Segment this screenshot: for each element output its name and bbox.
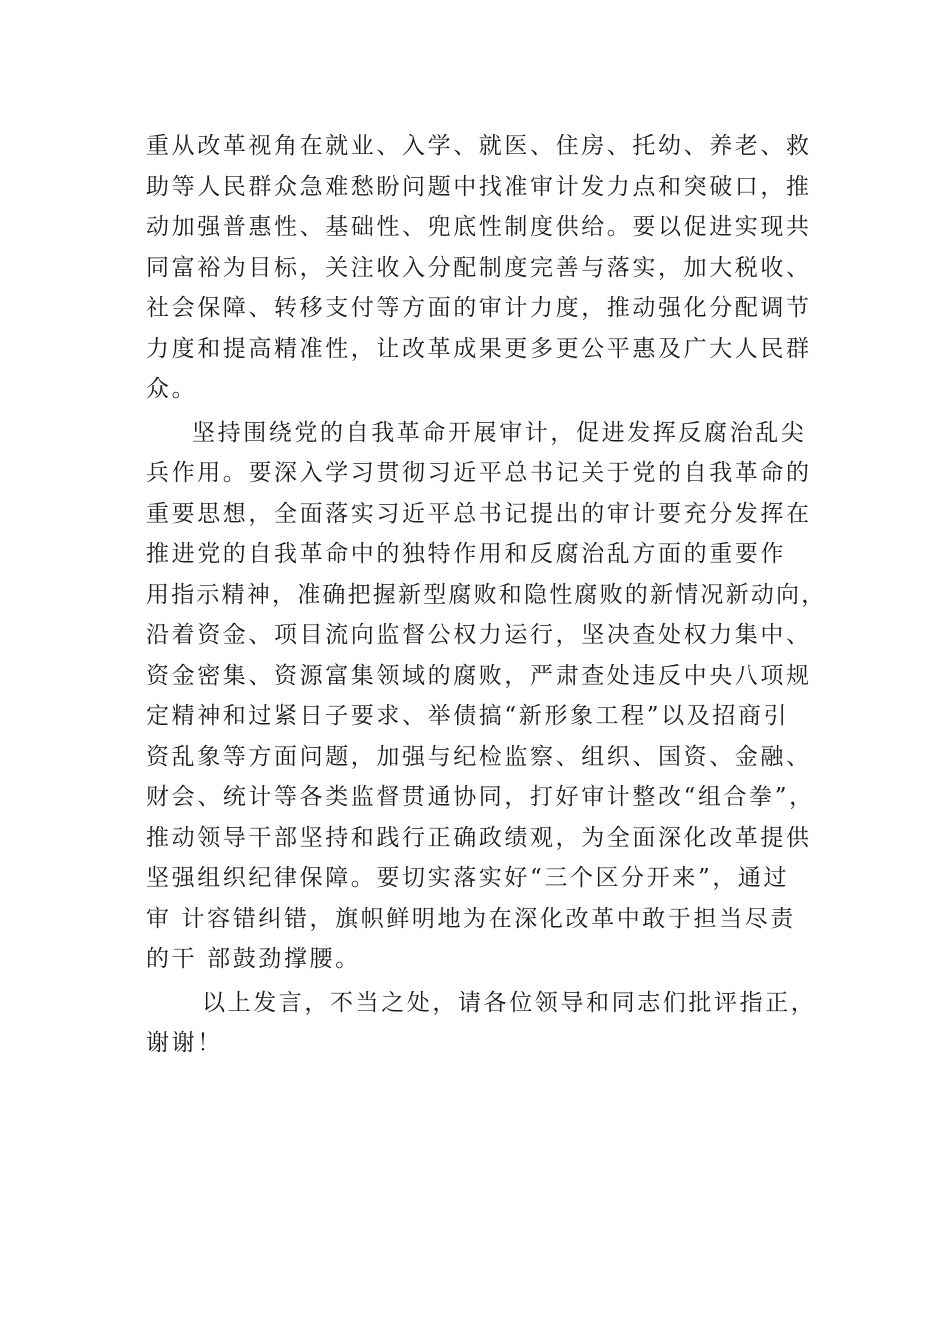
text-line: 资乱象等方面问题，加强与纪检监察、组织、国资、金融、 <box>146 743 812 770</box>
text-line: 沿着资金、项目流向监督公权力运行，坚决查处权力集中、 <box>146 622 812 648</box>
text-line: 社会保障、转移支付等方面的审计力度，推动强化分配调节 <box>146 295 812 321</box>
text-line: 重要思想，全面落实习近平总书记提出的审计要充分发挥在 <box>146 500 812 527</box>
text-line: 众。 <box>146 376 198 402</box>
text-line: 谢谢！ <box>146 1030 223 1056</box>
paragraph-3 <box>146 983 826 1064</box>
text-line: 坚强组织纪律保障。要切实落实好“三个区分开来”，通过 <box>146 865 790 891</box>
text-line: 动加强普惠性、基础性、兜底性制度供给。要以促进实现共 <box>146 214 812 240</box>
text-line: 资金密集、资源富集领域的腐败，严肃查处违反中央八项规 <box>146 662 812 689</box>
text-line: 坚持围绕党的自我革命开展审计，促进发挥反腐治乱尖 <box>192 419 807 446</box>
document-body <box>146 126 826 1064</box>
text-line: 重从改革视角在就业、入学、就医、住房、托幼、养老、救 <box>146 133 812 159</box>
text-line: 同富裕为目标，关注收入分配制度完善与落实，加大税收、 <box>146 254 812 281</box>
paragraph-1 <box>146 126 826 410</box>
text-line: 财会、统计等各类监督贯通协同，打好审计整改“组合拳”， <box>146 784 815 810</box>
text-line: 推动领导干部坚持和践行正确政绩观，为全面深化改革提供 <box>146 824 812 851</box>
text-line: 以上发言，不当之处，请各位领导和同志们批评指正， <box>202 989 817 1016</box>
text-line: 的干 部鼓劲撑腰。 <box>146 946 361 972</box>
text-line: 审 计容错纠错，旗帜鲜明地为在深化改革中敢于担当尽责 <box>146 905 796 932</box>
text-line: 定精神和过紧日子要求、举债搞“新形象工程”以及招商引 <box>146 703 790 729</box>
text-line: 助等人民群众急难愁盼问题中找准审计发力点和突破口，推 <box>146 173 812 200</box>
text-line: 力度和提高精准性，让改革成果更多更公平惠及广大人民群 <box>146 335 812 362</box>
text-line: 兵作用。要深入学习贯彻习近平总书记关于党的自我革命的 <box>146 460 812 486</box>
paragraph-2 <box>146 413 826 980</box>
text-line: 推进党的自我革命中的独特作用和反腐治乱方面的重要作 <box>146 541 786 567</box>
text-line: 用指示精神，准确把握新型腐败和隐性腐败的新情况新动向， <box>146 581 826 608</box>
